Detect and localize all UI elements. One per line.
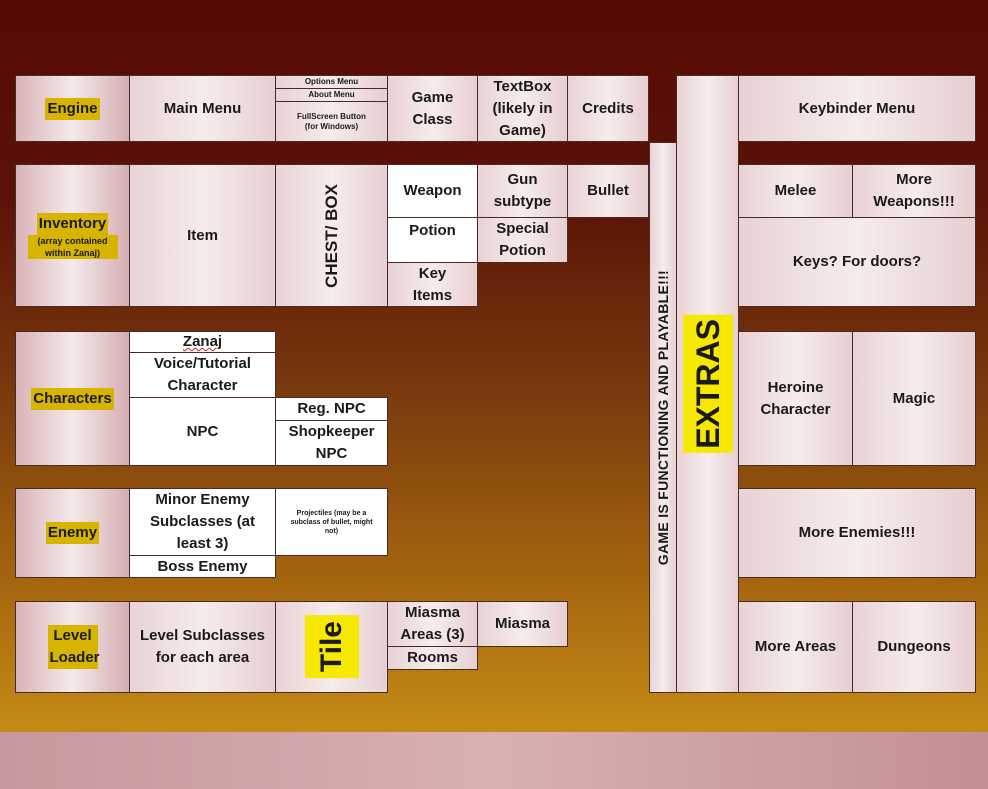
boss-enemy-label: Boss Enemy (157, 557, 248, 575)
miasma-areas-box (387, 601, 478, 647)
reg-npc-box (275, 397, 388, 421)
level-subclasses-label: Level Subclasses for each area (139, 627, 266, 666)
melee-label: Melee (774, 182, 817, 199)
inventory-label: Inventory (37, 213, 109, 235)
inventory-header (15, 164, 130, 307)
melee-box (738, 164, 853, 218)
rooms-label: Rooms (407, 649, 458, 666)
magic-box (852, 331, 976, 466)
characters-label: Characters (31, 388, 113, 410)
extras-bar (676, 75, 739, 693)
enemy-label: Enemy (46, 522, 99, 544)
boss-enemy-box (129, 555, 276, 578)
characters-header (15, 331, 130, 466)
magic-label: Magic (892, 389, 936, 407)
about-menu-box (275, 88, 388, 102)
textbox-label: TextBox (493, 77, 552, 95)
level-loader-label: Level Loader (48, 625, 98, 669)
tile-box (275, 601, 388, 693)
key-items-label: Key Items (412, 264, 453, 304)
fullscreen-button-box (275, 101, 388, 142)
bottom-band (0, 732, 988, 789)
more-weapons-label: More Weapons!!! (873, 171, 955, 210)
npc-box (129, 397, 276, 466)
keys-doors-box (738, 217, 976, 307)
milestone-label: GAME IS FUNCTIONING AND PLAYABLE!!! (655, 269, 671, 566)
minor-enemy-label: Minor Enemy Subclasses (at least 3) (149, 491, 256, 552)
level-subclasses-box (129, 601, 276, 693)
more-enemies-box (738, 488, 976, 578)
special-potion-box (477, 217, 568, 263)
weapon-label: Weapon (403, 182, 462, 199)
credits-label: Credits (582, 99, 634, 117)
keybinder-label: Keybinder Menu (798, 99, 916, 117)
more-areas-label: More Areas (754, 638, 837, 655)
credits-box (567, 75, 649, 142)
game-class-label: Game Class (411, 88, 454, 128)
gun-subtype-box (477, 164, 568, 218)
potion-box (387, 217, 478, 263)
item-box (129, 164, 276, 307)
enemy-header (15, 488, 130, 578)
fullscreen-note: (for Windows) (304, 121, 359, 131)
heroine-label: Heroine Character (760, 378, 831, 418)
weapon-box (387, 164, 478, 218)
keybinder-box (738, 75, 976, 142)
rooms-box (387, 646, 478, 670)
dungeons-box (852, 601, 976, 693)
textbox-note: (likely in Game) (492, 99, 553, 139)
inventory-note: (array contained within Zanaj) (28, 235, 118, 259)
bullet-box (567, 164, 649, 218)
more-enemies-label: More Enemies!!! (798, 524, 916, 541)
zanaj-label: Zanaj (182, 333, 223, 350)
more-weapons-box (852, 164, 976, 218)
engine-header (15, 75, 130, 142)
fullscreen-button-label: FullScreen Button (297, 111, 366, 121)
main-menu-box (129, 75, 276, 142)
dungeons-label: Dungeons (877, 638, 951, 655)
miasma-label: Miasma (494, 615, 551, 632)
minor-enemy-box (129, 488, 276, 556)
miasma-areas-label: Miasma Areas (3) (400, 604, 465, 643)
more-areas-box (738, 601, 853, 693)
key-items-box (387, 262, 478, 307)
bullet-label: Bullet (587, 182, 629, 199)
npc-label: NPC (186, 422, 219, 440)
voice-tutorial-label: Voice/Tutorial Character (154, 355, 251, 394)
textbox-box (477, 75, 568, 142)
projectiles-label: Projectiles (may be a subclass of bullet, might not) (290, 509, 373, 535)
gun-subtype-label: Gun subtype (493, 171, 552, 210)
reg-npc-label: Reg. NPC (297, 400, 366, 417)
chest-box-box (275, 164, 388, 307)
options-menu-label: Options Menu (304, 77, 359, 86)
shopkeeper-npc-box (275, 420, 388, 466)
item-label: Item (187, 226, 218, 244)
engine-label: Engine (45, 98, 99, 120)
projectiles-box (275, 488, 388, 556)
special-potion-label: Special Potion (496, 220, 549, 259)
shopkeeper-npc-label: Shopkeeper NPC (288, 423, 375, 462)
options-menu-box (275, 75, 388, 89)
main-menu-label: Main Menu (163, 99, 242, 117)
chest-box-label: CHEST/ BOX (321, 183, 341, 288)
keys-doors-label: Keys? For doors? (792, 253, 922, 270)
potion-label: Potion (409, 222, 456, 239)
milestone-bar (649, 142, 677, 693)
extras-label: EXTRAS (683, 315, 733, 453)
miasma-box (477, 601, 568, 647)
level-loader-header (15, 601, 130, 693)
voice-tutorial-box (129, 352, 276, 398)
zanaj-box (129, 331, 276, 353)
heroine-box (738, 331, 853, 466)
tile-label: Tile (305, 615, 359, 678)
about-menu-label: About Menu (308, 90, 355, 99)
game-class-box (387, 75, 478, 142)
